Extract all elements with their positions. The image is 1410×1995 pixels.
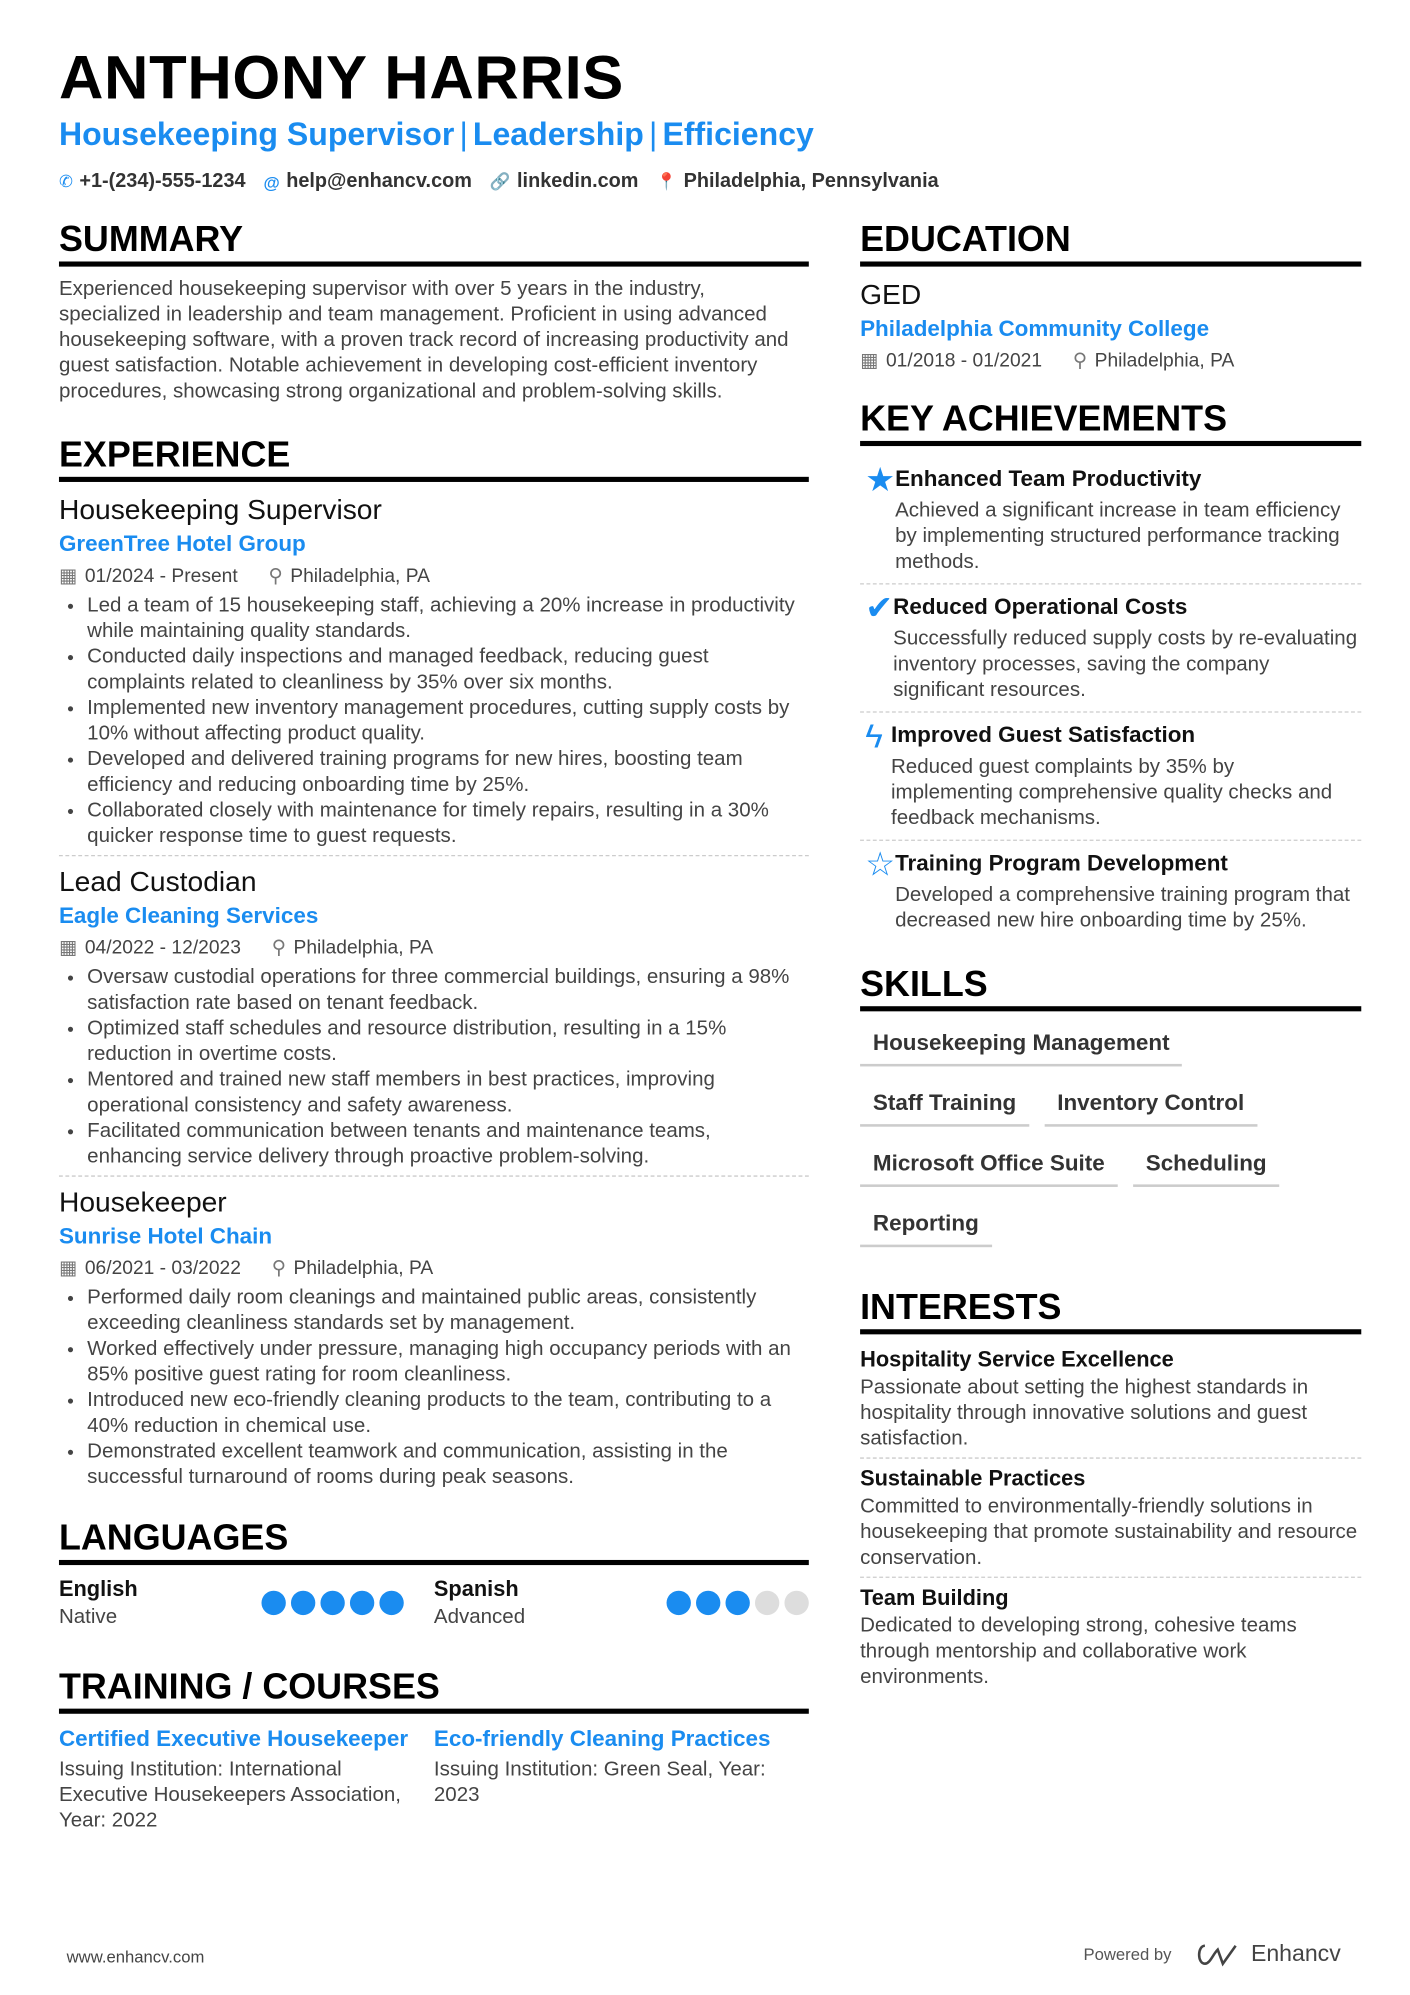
calendar-icon: ▦ xyxy=(860,349,879,372)
separator: | xyxy=(459,116,468,153)
interest-item xyxy=(860,1345,1361,1459)
rating-dot-filled xyxy=(667,1591,691,1615)
lightning-icon: ϟ xyxy=(865,716,883,755)
training-section xyxy=(59,1665,809,1834)
brand-name: Enhancv xyxy=(1250,1940,1341,1967)
company-name: Sunrise Hotel Chain xyxy=(58,1222,273,1249)
date-range xyxy=(860,349,1042,375)
at-icon: @ xyxy=(263,172,280,192)
headline xyxy=(59,117,814,154)
location-pin-icon: ⚲ xyxy=(271,936,286,959)
bullet-item: • Oversaw custodial operations for three commercial buildings, ensuring a 98% satisfaction rate based on tenant feedback. xyxy=(87,965,809,1016)
contact-bar xyxy=(59,170,939,193)
check-icon: ✔ xyxy=(865,588,894,627)
section-title: TRAINING / COURSES xyxy=(59,1665,809,1714)
language-item xyxy=(434,1575,809,1631)
bullet-item: • Optimized staff schedules and resource distribution, resulting in a 15% reduction in overtime costs. xyxy=(87,1016,809,1067)
interest-description: Committed to environmentally-friendly solutions in housekeeping that promote sustainability and resource conservation. xyxy=(860,1495,1358,1569)
bullet-item: • Developed and delivered training programs for new hires, boosting team efficiency and reducing onboarding time by 25%. xyxy=(87,747,809,798)
job-meta xyxy=(59,1256,809,1282)
language-item xyxy=(59,1575,434,1631)
achievement-description: Developed a comprehensive training program that decreased new hire onboarding time by 25%. xyxy=(895,884,1350,932)
course-title: Certified Executive Housekeeper xyxy=(58,1725,409,1751)
powered-by xyxy=(1083,1941,1340,1968)
location-text: Philadelphia, PA xyxy=(290,565,430,588)
interest-title: Sustainable Practices xyxy=(860,1466,1086,1491)
separator: | xyxy=(648,116,658,153)
calendar-icon: ▦ xyxy=(58,936,78,959)
section-title: SUMMARY xyxy=(59,218,809,267)
bullet-list xyxy=(59,965,809,1170)
location-text: Philadelphia, PA xyxy=(293,936,434,959)
job-title: Housekeeper xyxy=(58,1185,227,1218)
achievement-description: Successfully reduced supply costs by re-evaluating inventory processes, saving the company significant resources. xyxy=(893,628,1358,702)
achievement-item xyxy=(860,713,1361,841)
section-title: SKILLS xyxy=(860,963,1361,1012)
bullet-item: • Conducted daily inspections and managed feedback, reducing guest complaints related to cleanliness by 35% over six months. xyxy=(87,645,809,696)
summary-text: Experienced housekeeping supervisor with over 5 years in the industry, specialized in leadership and team management. Proficient in using advanced housekeeping software, with a proven track record of increasing productivity and guest satisfaction. Notable achievement in developing cost-efficient inventory procedures, showcasing strong organizational and problem-solving skills. xyxy=(58,278,789,403)
summary-section xyxy=(59,218,809,405)
skill-tag: Inventory Control xyxy=(1044,1082,1257,1127)
bullet-item: • Collaborated closely with maintenance for timely repairs, resulting in a 30% quicker response time to guest requests. xyxy=(87,799,809,850)
star-icon: ★ xyxy=(865,460,896,499)
achievement-body xyxy=(893,590,1361,704)
location-text: Philadelphia, PA xyxy=(293,1257,434,1280)
course-description: Issuing Institution: Green Seal, Year: 2023 xyxy=(433,1758,766,1807)
bullet-item: • Worked effectively under pressure, managing high occupancy periods with an 85% positive guest rating for room cleanliness. xyxy=(87,1337,809,1388)
footer-website-link[interactable]: www.enhancv.com xyxy=(66,1947,205,1967)
location-pin-icon: ⚲ xyxy=(268,565,283,588)
date-range xyxy=(59,1256,241,1282)
phone-icon: ✆ xyxy=(58,171,73,191)
skill-tag: Reporting xyxy=(860,1202,992,1247)
location xyxy=(1073,349,1234,375)
job-meta xyxy=(59,564,809,590)
job-title: Lead Custodian xyxy=(58,865,257,898)
section-title: EDUCATION xyxy=(860,218,1361,267)
achievement-body xyxy=(895,846,1361,934)
job-meta xyxy=(59,936,809,962)
bullet-item: • Implemented new inventory management procedures, cutting supply costs by 10% without affecting product quality. xyxy=(87,696,809,747)
education-meta xyxy=(860,349,1361,375)
rating-dot-filled xyxy=(725,1591,749,1615)
language-text xyxy=(434,1575,525,1631)
enhancv-logo-icon xyxy=(1195,1941,1241,1967)
location-text: Philadelphia, PA xyxy=(1094,349,1235,372)
bullet-item: • Led a team of 15 housekeeping staff, achieving a 20% increase in productivity while maintaining quality standards. xyxy=(87,593,809,644)
achievement-title: Enhanced Team Productivity xyxy=(895,465,1202,491)
enhancv-logo xyxy=(1195,1941,1341,1968)
dates: 06/2021 - 03/2022 xyxy=(84,1257,241,1280)
languages-list xyxy=(59,1575,809,1631)
location-pin-icon: ⚲ xyxy=(1072,349,1087,372)
key-achievements-section xyxy=(860,397,1361,942)
language-text xyxy=(59,1575,138,1631)
achievement-title: Training Program Development xyxy=(895,849,1228,876)
course-item xyxy=(59,1724,434,1834)
bullet-list xyxy=(59,593,809,849)
rating-dot-empty xyxy=(784,1591,808,1615)
achievement-description: Reduced guest complaints by 35% by implementing comprehensive quality checks and feedback mechanisms. xyxy=(890,756,1333,830)
rating-dot-empty xyxy=(755,1591,779,1615)
skill-tag: Housekeeping Management xyxy=(860,1022,1182,1067)
contact-item[interactable] xyxy=(264,170,472,193)
calendar-icon: ▦ xyxy=(58,1257,78,1280)
candidate-name: ANTHONY HARRIS xyxy=(58,44,624,113)
contact-text[interactable]: help@enhancv.com xyxy=(286,170,472,193)
bullet-item: • Demonstrated excellent teamwork and communication, assisting in the successful turnaround of rooms during peak seasons. xyxy=(87,1439,809,1490)
achievement-body xyxy=(891,718,1361,832)
location xyxy=(268,564,429,590)
interest-item xyxy=(860,1464,1361,1578)
achievement-item xyxy=(860,841,1361,942)
language-level: Advanced xyxy=(433,1606,526,1628)
date-range xyxy=(59,564,238,590)
school-name: Philadelphia Community College xyxy=(860,315,1210,341)
rating-dot-filled xyxy=(290,1591,314,1615)
language-name: English xyxy=(58,1576,138,1601)
skills-section xyxy=(860,963,1361,1248)
contact-text[interactable]: +1-(234)-555-1234 xyxy=(79,170,246,193)
skill-tag: Staff Training xyxy=(860,1082,1029,1127)
job-title: Housekeeping Supervisor xyxy=(58,493,382,526)
half-star-icon: ☆ xyxy=(865,844,896,884)
location-pin-icon: ⚲ xyxy=(271,1257,286,1280)
link-icon: 🔗 xyxy=(489,171,511,191)
experience-entry xyxy=(59,492,809,856)
company-name: Eagle Cleaning Services xyxy=(58,902,319,929)
calendar-icon: ▦ xyxy=(58,565,78,588)
interest-description: Passionate about setting the highest standards in hospitality through innovative solutions and guest satisfaction. xyxy=(860,1376,1309,1450)
rating-dot-filled xyxy=(696,1591,720,1615)
contact-text[interactable]: Philadelphia, Pennsylvania xyxy=(683,170,939,193)
rating-dot-filled xyxy=(379,1591,403,1615)
contact-item[interactable] xyxy=(656,170,938,193)
achievement-item xyxy=(860,585,1361,713)
location-icon: 📍 xyxy=(656,171,678,191)
section-title: KEY ACHIEVEMENTS xyxy=(860,397,1361,446)
headline-item: Efficiency xyxy=(662,116,814,153)
contact-item[interactable] xyxy=(59,170,246,193)
rating-dot-filled xyxy=(320,1591,344,1615)
dates: 01/2024 - Present xyxy=(84,565,238,588)
course-item xyxy=(434,1724,809,1834)
left-column xyxy=(59,218,809,1834)
company-name: GreenTree Hotel Group xyxy=(58,530,306,557)
section-title: EXPERIENCE xyxy=(59,433,809,482)
bullet-item: • Introduced new eco-friendly cleaning products to the team, contributing to a 40% reduction in chemical use. xyxy=(87,1388,809,1439)
interest-title: Hospitality Service Excellence xyxy=(860,1347,1174,1372)
location xyxy=(272,1256,433,1282)
achievement-body xyxy=(895,461,1361,575)
bullet-item: • Facilitated communication between tenants and maintenance teams, enhancing service delivery through proactive problem-solving. xyxy=(87,1119,809,1170)
location xyxy=(272,936,433,962)
course-title: Eco-friendly Cleaning Practices xyxy=(433,1725,771,1751)
languages-section xyxy=(59,1516,809,1631)
skills-list xyxy=(860,1022,1361,1248)
interest-description: Dedicated to developing strong, cohesive teams through mentorship and collaborative work environments. xyxy=(860,1615,1297,1689)
section-title: INTERESTS xyxy=(860,1286,1361,1335)
experience-entry xyxy=(59,1184,809,1490)
achievement-description: Achieved a significant increase in team efficiency by implementing structured performance tracking methods. xyxy=(895,499,1341,573)
language-name: Spanish xyxy=(433,1576,519,1601)
skill-tag: Scheduling xyxy=(1133,1142,1280,1187)
divider xyxy=(59,855,809,856)
proficiency-rating xyxy=(667,1591,809,1632)
contact-text[interactable]: linkedin.com xyxy=(517,170,639,193)
language-level: Native xyxy=(58,1606,118,1628)
bullet-list xyxy=(59,1286,809,1491)
degree: GED xyxy=(860,278,922,311)
interest-item xyxy=(860,1583,1361,1696)
interests-section xyxy=(860,1286,1361,1696)
divider xyxy=(59,1175,809,1176)
education-section xyxy=(860,218,1361,374)
bullet-item: • Performed daily room cleanings and maintained public areas, consistently exceeding cleanliness standards set by management. xyxy=(87,1286,809,1337)
rating-dot-filled xyxy=(261,1591,285,1615)
course-description: Issuing Institution: International Executive Housekeepers Association, Year: 2022 xyxy=(58,1758,401,1832)
interest-title: Team Building xyxy=(860,1585,1009,1610)
right-column xyxy=(860,218,1361,1701)
proficiency-rating xyxy=(261,1591,403,1632)
headline-item: Leadership xyxy=(472,116,644,153)
rating-dot-filled xyxy=(349,1591,373,1615)
achievement-item xyxy=(860,456,1361,584)
courses-list xyxy=(59,1724,809,1834)
skill-tag: Microsoft Office Suite xyxy=(860,1142,1117,1187)
date-range xyxy=(59,936,241,962)
section-title: LANGUAGES xyxy=(59,1516,809,1565)
achievement-title: Improved Guest Satisfaction xyxy=(890,721,1196,748)
dates: 01/2018 - 01/2021 xyxy=(885,349,1043,372)
headline-item: Housekeeping Supervisor xyxy=(58,116,455,153)
contact-item[interactable] xyxy=(490,170,639,193)
dates: 04/2022 - 12/2023 xyxy=(84,936,241,959)
bullet-item: • Mentored and trained new staff members in best practices, improving operational consistency and safety awareness. xyxy=(87,1068,809,1119)
experience-section xyxy=(59,433,809,1490)
achievement-title: Reduced Operational Costs xyxy=(893,593,1188,620)
powered-by-label: Powered by xyxy=(1083,1944,1172,1964)
experience-entry xyxy=(59,864,809,1177)
